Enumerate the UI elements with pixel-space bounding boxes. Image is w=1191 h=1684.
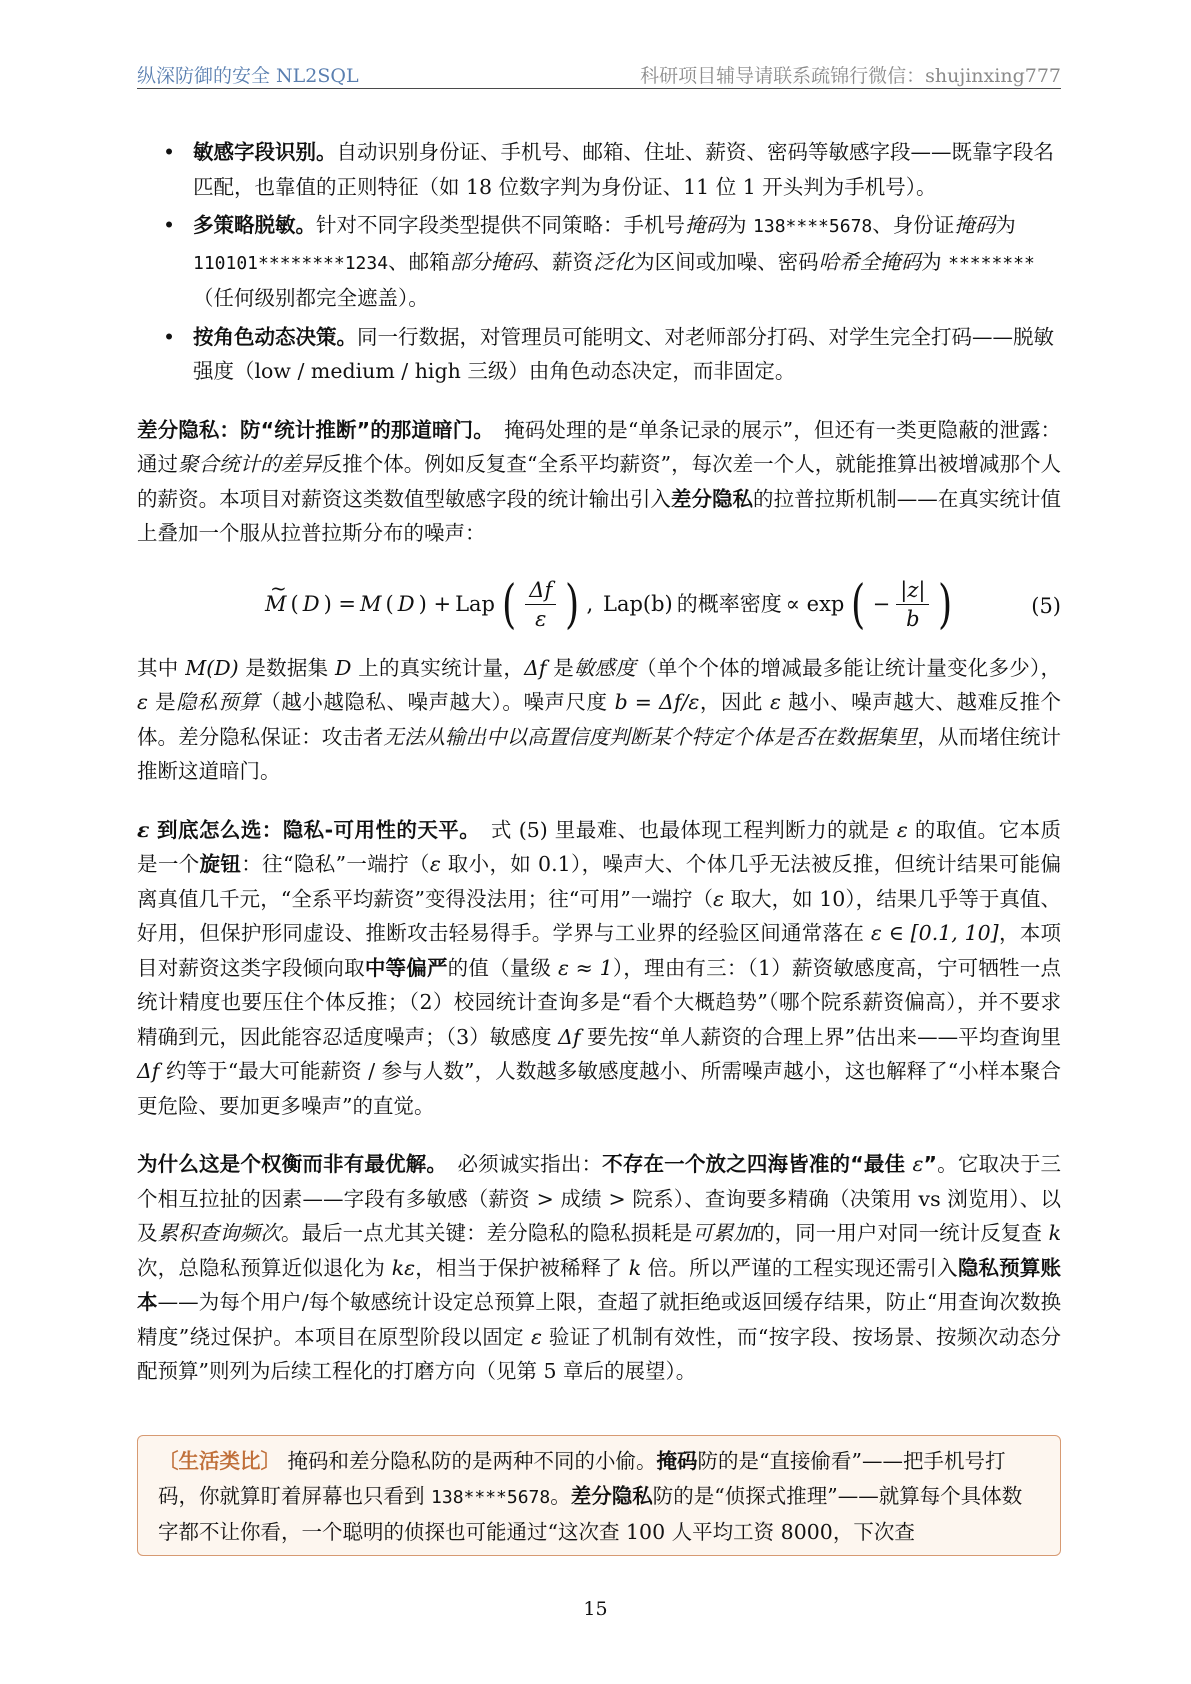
math-symbol: ε bbox=[912, 1152, 924, 1176]
code-sample: 138****5678 bbox=[753, 216, 873, 237]
item-text: 为区间或加噪、密码 bbox=[634, 249, 819, 274]
math-symbol: Δf bbox=[558, 1024, 581, 1049]
math-symbol: ε bbox=[713, 886, 725, 911]
text: 上的真实统计量， bbox=[351, 655, 525, 680]
emphasis: 累积查询频次 bbox=[157, 1221, 281, 1245]
math-symbol: ε ∈ [0.1, 10] bbox=[870, 921, 999, 945]
fraction bbox=[896, 576, 929, 633]
callout-tag: 〔生活类比〕 bbox=[158, 1449, 281, 1473]
bold-term: 隐私预算账本 bbox=[137, 1255, 1062, 1314]
text: 是 bbox=[148, 690, 177, 714]
text: 倍。所以严谨的工程实现还需引入 bbox=[641, 1255, 958, 1280]
list-item bbox=[137, 320, 1061, 389]
analogy-callout-box bbox=[137, 1435, 1061, 1556]
text: 的值（量级 bbox=[447, 955, 558, 980]
math-symbol: D bbox=[335, 655, 352, 680]
math-symbol: kε bbox=[391, 1255, 416, 1280]
text: 掩码和差分隐私防的是两种不同的小偷。 bbox=[281, 1449, 657, 1473]
text: 必须诚实指出： bbox=[436, 1152, 603, 1176]
text: 。最后一点尤其关键：差分隐私的隐私损耗是 bbox=[280, 1221, 693, 1245]
math-symbol: ε bbox=[770, 690, 782, 714]
text: 约等于“最大可能薪资 / 参与人数”，人数越多敏感度越小、所需噪声越小，这也解释了“小样本聚合更危险、要加更多噪声”的直觉。 bbox=[137, 1059, 1061, 1118]
equation-lhs: ~ M ( D ) = M ( D ) + Lap ( $\frac{\Delta f}{\varepsilon}$ ) , bbox=[265, 563, 593, 647]
page-body bbox=[137, 135, 1061, 1389]
bold-term: 差分隐私 bbox=[670, 486, 754, 511]
header-contact: 科研项目辅导请联系疏锦行微信：shujinxing777 bbox=[640, 65, 1061, 87]
text: （单个个体的增减最多能让统计量变化多少）， bbox=[636, 655, 1061, 680]
paragraph-title: 为什么这是个权衡而非有最优解。 bbox=[137, 1152, 437, 1176]
text: 的取值。它本质是一个 bbox=[137, 817, 1061, 876]
text: 验证了机制有效性，而“按字段、按场景、按频次动态分配预算”则列为后续工程化的打磨方向（见第 5 章后的展望）。 bbox=[137, 1324, 1062, 1383]
item-text: 为 bbox=[921, 249, 949, 274]
text: 取大，如 10），结果几乎等于真值、好用，但保护形同虚设、推断攻击轻易得手。学界与工业界的经验区间通常落在 bbox=[137, 886, 1061, 945]
math-symbol: ε ≈ 1 bbox=[557, 955, 613, 980]
text: 的概率密度 bbox=[676, 592, 782, 617]
math-symbol: M(D) bbox=[185, 655, 239, 680]
equation-number: (5) bbox=[1031, 593, 1061, 618]
text: 是 bbox=[546, 655, 574, 680]
keyword: 掩码 bbox=[954, 213, 996, 237]
text: 反推个体。例如反复查“全系平均薪资”，每次差一个人，就能推算出被增减那个人的薪资。本项目对薪资这类数值型敏感字段的统计输出引入 bbox=[137, 452, 1062, 511]
text: 其中 bbox=[137, 655, 186, 680]
numerator: |z| bbox=[896, 576, 929, 605]
text: （越小越隐私、噪声越大）。噪声尺度 bbox=[260, 690, 615, 714]
bullet-dot-icon: • bbox=[163, 140, 176, 164]
fraction bbox=[525, 576, 556, 633]
numerator: Δf bbox=[525, 576, 556, 605]
math-symbol: b = Δf/ε bbox=[614, 690, 700, 714]
text: 掩码处理的是“单条记录的展示”，但还有一类更隐蔽的泄露：通过 bbox=[137, 417, 1061, 476]
text: ，从而堵住统计推断这道暗门。 bbox=[137, 724, 1062, 783]
text: ——为每个用户/每个敏感统计设定总预算上限，查超了就拒绝或返回缓存结果，防止“用查询次数换精度”绕过保护。本项目在原型阶段以固定 bbox=[137, 1290, 1061, 1349]
equation-rhs: Lap(b) 的概率密度 ∝ exp ( − $\frac{|z|}{b}$ ) bbox=[603, 574, 953, 635]
text: 次，总隐私预算近似退化为 bbox=[137, 1255, 392, 1280]
equation-5 bbox=[137, 563, 1061, 647]
text: ：往“隐私”一端拧（ bbox=[241, 852, 430, 876]
item-text: 、薪资 bbox=[531, 249, 594, 274]
text: 的拉普拉斯机制——在真实统计值上叠加一个服从拉普拉斯分布的噪声： bbox=[137, 486, 1061, 545]
item-text: 、邮箱 bbox=[388, 249, 450, 274]
text: 越小、噪声越大、越难反推个体。差分隐私保证：攻击者 bbox=[137, 690, 1061, 749]
text: ，因此 bbox=[699, 690, 771, 714]
item-text: （任何级别都完全遮盖）。 bbox=[193, 286, 429, 310]
emphasis: 隐私预算 bbox=[176, 690, 261, 714]
code-sample: 110101********1234 bbox=[193, 252, 389, 274]
math-symbol: ε bbox=[137, 690, 149, 714]
emphasis: 无法从输出中以高置信度判断某个特定个体是否在数据集里 bbox=[383, 724, 918, 749]
item-text: 针对不同字段类型提供不同策略：手机号 bbox=[316, 213, 685, 237]
keyword: 泛化 bbox=[593, 249, 635, 274]
item-title: 敏感字段识别。 bbox=[193, 140, 337, 164]
emphasis: 可累加 bbox=[692, 1221, 755, 1245]
math-symbol: Δf bbox=[137, 1059, 160, 1083]
header-title: 纵深防御的安全 NL2SQL bbox=[137, 65, 359, 87]
paragraph-epsilon-choice bbox=[137, 813, 1061, 1124]
item-title: 多策略脱敏。 bbox=[193, 213, 316, 237]
bold-term: 中等偏严 bbox=[364, 955, 448, 980]
bold-term: 不存在一个放之四海皆准的“最佳 bbox=[602, 1152, 913, 1176]
text: ，本项目对薪资这类字段倾向取 bbox=[137, 921, 1061, 980]
bold-term: 旋钮 bbox=[199, 852, 242, 876]
math-symbol: k bbox=[1048, 1221, 1062, 1245]
bullet-dot-icon: • bbox=[163, 213, 176, 237]
bold-term: 掩码 bbox=[656, 1449, 698, 1473]
list-item bbox=[137, 135, 1061, 204]
text: 是数据集 bbox=[238, 655, 336, 680]
math-symbol: ε bbox=[429, 852, 441, 876]
feature-list bbox=[137, 135, 1061, 389]
denominator: b bbox=[906, 607, 920, 631]
page-number: 15 bbox=[583, 1598, 608, 1620]
item-text: 为 bbox=[995, 213, 1016, 237]
item-title: 按角色动态决策。 bbox=[193, 324, 357, 349]
math-symbol: ε bbox=[137, 817, 150, 842]
paragraph-title: 到底怎么选：隐私-可用性的天平。 bbox=[149, 817, 470, 842]
text: ），理由有三：（1）薪资敏感度高，宁可牺牲一点统计精度也要压住个体反推；（2）校园统计查询多是“看个大概趋势”（哪个院系薪资偏高），并不要求精确到元，因此能容忍适度噪声；（3）敏感度 bbox=[137, 955, 1061, 1049]
paragraph-title: 差分隐私：防“统计推断”的那道暗门。 bbox=[137, 417, 484, 442]
item-text: 、身份证 bbox=[872, 213, 955, 237]
text: 防的是“侦探式推理”——就算每个具体数字都不让你看，一个聪明的侦探也可能通过“这次查 100 人平均工资 8000，下次查 bbox=[158, 1483, 1023, 1544]
keyword: 掩码 bbox=[685, 213, 726, 237]
keyword: 哈希全掩码 bbox=[818, 249, 922, 274]
code-sample: ******** bbox=[948, 252, 1035, 274]
math-symbol: M bbox=[360, 592, 382, 617]
math-symbol: Δf bbox=[524, 655, 547, 680]
text: 式 (5) 里最难、也最体现工程判断力的就是 bbox=[469, 817, 897, 842]
text: 取小，如 0.1），噪声大、个体几乎无法被反推，但统计结果可能偏离真值几千元，“全系平均薪资”变得没法用；往“可用”一端拧（ bbox=[137, 852, 1061, 911]
item-text: 自动识别身份证、手机号、邮箱、住址、薪资、密码等敏感字段——既靠字段名匹配，也靠值的正则特征（如 18 位数字判为身份证、11 位 1 开头判为手机号）。 bbox=[193, 140, 1054, 199]
text: ，相当于保护被稀释了 bbox=[415, 1255, 629, 1280]
paragraph-differential-privacy bbox=[137, 413, 1061, 551]
math-symbol: D bbox=[397, 592, 415, 617]
text: 防的是“直接偷看”——把手机号打码，你就算盯着屏幕也只看到 bbox=[158, 1449, 1006, 1508]
running-header bbox=[137, 58, 1061, 89]
denominator: ε bbox=[535, 607, 547, 631]
text: 要先按“单人薪资的合理上界”估出来——平均查询里 bbox=[580, 1024, 1061, 1049]
list-item bbox=[137, 208, 1061, 316]
bold-term: ” bbox=[923, 1152, 937, 1176]
text: 。它取决于三个相互拉扯的因素——字段有多敏感（薪资 > 成绩 > 院系）、查询要多精确（决策用 vs 浏览用）、以及 bbox=[137, 1152, 1062, 1245]
bullet-dot-icon: • bbox=[163, 324, 176, 349]
math-symbol: ~ M bbox=[265, 587, 287, 622]
math-symbol: ∝ exp bbox=[785, 592, 845, 617]
bold-term: 差分隐私 bbox=[570, 1483, 653, 1508]
emphasis: 敏感度 bbox=[573, 655, 637, 680]
math-symbol: ε bbox=[896, 817, 908, 842]
emphasis: 聚合统计的差异 bbox=[178, 452, 322, 476]
math-symbol: D bbox=[302, 592, 320, 617]
math-symbol: Lap bbox=[455, 592, 495, 617]
math-symbol: Lap(b) bbox=[603, 592, 673, 617]
item-text: 同一行数据，对管理员可能明文、对老师部分打码、对学生完全打码——脱敏强度（low / medium / high 三级）由角色动态决定，而非固定。 bbox=[193, 324, 1054, 383]
paragraph-equation-explain bbox=[137, 651, 1061, 789]
text: 的，同一用户对同一统计反复查 bbox=[754, 1221, 1049, 1245]
code-sample: 138****5678 bbox=[431, 1486, 551, 1508]
math-symbol: ε bbox=[531, 1324, 543, 1349]
keyword: 部分掩码 bbox=[449, 249, 532, 274]
item-text: 为 bbox=[726, 213, 754, 237]
text: 。 bbox=[550, 1483, 571, 1508]
math-symbol: k bbox=[628, 1255, 642, 1280]
paragraph-tradeoff bbox=[137, 1147, 1061, 1389]
